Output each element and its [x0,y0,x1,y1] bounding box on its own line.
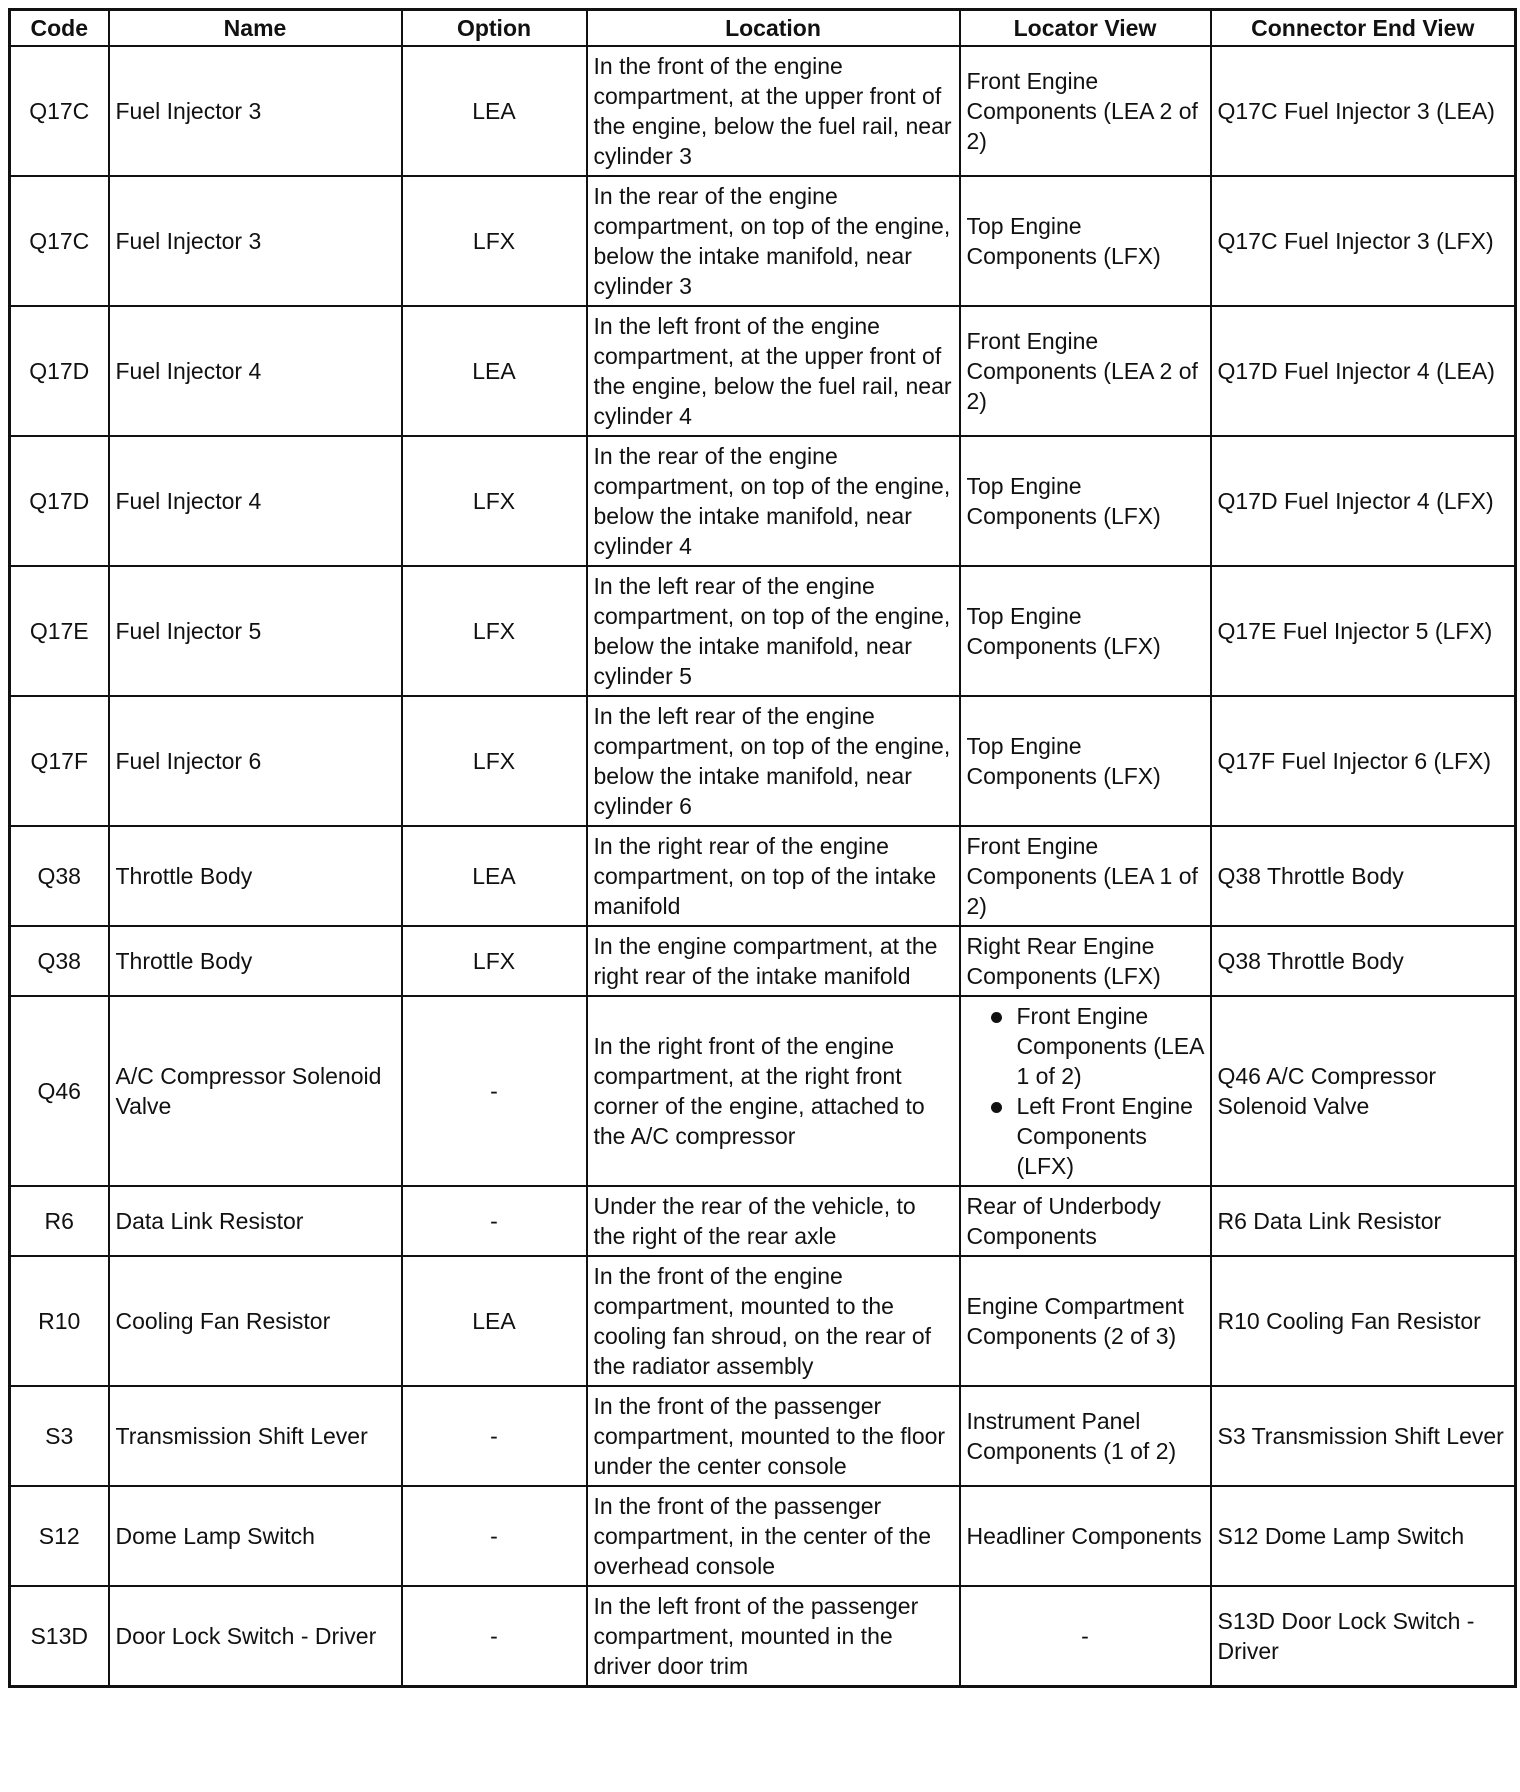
cell-code: Q17D [10,436,109,566]
table-row [10,1586,1516,1687]
cell-name: Door Lock Switch - Driver [109,1586,402,1687]
component-locator-table [8,8,1517,1688]
cell-location: In the front of the passenger compartment, mounted to the floor under the center console [587,1386,960,1486]
cell-name: Fuel Injector 6 [109,696,402,826]
cell-name: Data Link Resistor [109,1186,402,1256]
table-row [10,46,1516,176]
cell-locator-view: Top Engine Components (LFX) [960,436,1211,566]
cell-locator-view: Front Engine Components (LEA 2 of 2) [960,46,1211,176]
cell-location: In the engine compartment, at the right rear of the intake manifold [587,926,960,996]
table-row [10,1186,1516,1256]
cell-connector-end-view: Q17C Fuel Injector 3 (LFX) [1211,176,1516,306]
cell-name: Throttle Body [109,826,402,926]
cell-connector-end-view: R10 Cooling Fan Resistor [1211,1256,1516,1386]
cell-locator-view: Top Engine Components (LFX) [960,566,1211,696]
cell-option: LEA [402,46,587,176]
table-row [10,1486,1516,1586]
table-row [10,926,1516,996]
table-row [10,1386,1516,1486]
cell-name: Fuel Injector 4 [109,436,402,566]
cell-code: Q17D [10,306,109,436]
cell-connector-end-view: Q17D Fuel Injector 4 (LFX) [1211,436,1516,566]
cell-connector-end-view: Q17F Fuel Injector 6 (LFX) [1211,696,1516,826]
cell-location: In the rear of the engine compartment, on top of the engine, below the intake manifold, near cylinder 3 [587,176,960,306]
cell-connector-end-view: Q17D Fuel Injector 4 (LEA) [1211,306,1516,436]
cell-locator-view: Top Engine Components (LFX) [960,176,1211,306]
cell-option: LEA [402,306,587,436]
cell-locator-view [960,996,1211,1186]
cell-location: In the left front of the passenger compartment, mounted in the driver door trim [587,1586,960,1687]
cell-locator-view: - [960,1586,1211,1687]
cell-name: Fuel Injector 4 [109,306,402,436]
cell-option: LFX [402,436,587,566]
cell-code: Q17F [10,696,109,826]
cell-location: In the front of the passenger compartment, in the center of the overhead console [587,1486,960,1586]
cell-name: Fuel Injector 3 [109,46,402,176]
table-row [10,1256,1516,1386]
cell-code: Q38 [10,926,109,996]
cell-location: In the left rear of the engine compartment, on top of the engine, below the intake manifold, near cylinder 5 [587,566,960,696]
table-row [10,566,1516,696]
cell-connector-end-view: Q17C Fuel Injector 3 (LEA) [1211,46,1516,176]
cell-connector-end-view: Q38 Throttle Body [1211,826,1516,926]
cell-connector-end-view: Q46 A/C Compressor Solenoid Valve [1211,996,1516,1186]
cell-code: R6 [10,1186,109,1256]
header-row [10,10,1516,47]
cell-option: - [402,1586,587,1687]
cell-connector-end-view: S12 Dome Lamp Switch [1211,1486,1516,1586]
header-locator-view: Locator View [960,10,1211,47]
cell-connector-end-view: R6 Data Link Resistor [1211,1186,1516,1256]
cell-connector-end-view: S13D Door Lock Switch - Driver [1211,1586,1516,1687]
cell-code: S12 [10,1486,109,1586]
header-connector-end-view: Connector End View [1211,10,1516,47]
header-location: Location [587,10,960,47]
header-code: Code [10,10,109,47]
cell-name: Fuel Injector 3 [109,176,402,306]
cell-option: LFX [402,566,587,696]
table-body [10,46,1516,1687]
cell-name: Fuel Injector 5 [109,566,402,696]
cell-option: - [402,996,587,1186]
cell-option: LFX [402,926,587,996]
cell-code: S3 [10,1386,109,1486]
cell-code: Q17C [10,46,109,176]
cell-connector-end-view: Q38 Throttle Body [1211,926,1516,996]
cell-option: LFX [402,696,587,826]
cell-location: In the front of the engine compartment, mounted to the cooling fan shroud, on the rear of the radiator assembly [587,1256,960,1386]
locator-view-list [967,1001,1204,1181]
table-row [10,696,1516,826]
cell-location: In the right front of the engine compartment, at the right front corner of the engine, attached to the A/C compressor [587,996,960,1186]
cell-locator-view: Front Engine Components (LEA 1 of 2) [960,826,1211,926]
cell-locator-view: Instrument Panel Components (1 of 2) [960,1386,1211,1486]
table-row [10,306,1516,436]
table-row [10,996,1516,1186]
cell-name: Cooling Fan Resistor [109,1256,402,1386]
cell-locator-view: Front Engine Components (LEA 2 of 2) [960,306,1211,436]
header-option: Option [402,10,587,47]
cell-locator-view: Headliner Components [960,1486,1211,1586]
cell-name: A/C Compressor Solenoid Valve [109,996,402,1186]
cell-location: In the left front of the engine compartment, at the upper front of the engine, below the fuel rail, near cylinder 4 [587,306,960,436]
cell-connector-end-view: S3 Transmission Shift Lever [1211,1386,1516,1486]
cell-name: Dome Lamp Switch [109,1486,402,1586]
cell-location: In the rear of the engine compartment, on top of the engine, below the intake manifold, near cylinder 4 [587,436,960,566]
table-row [10,436,1516,566]
table-row [10,176,1516,306]
cell-location: In the left rear of the engine compartment, on top of the engine, below the intake manifold, near cylinder 6 [587,696,960,826]
cell-code: Q17E [10,566,109,696]
cell-location: In the front of the engine compartment, at the upper front of the engine, below the fuel rail, near cylinder 3 [587,46,960,176]
cell-option: - [402,1386,587,1486]
cell-code: Q17C [10,176,109,306]
cell-code: Q46 [10,996,109,1186]
cell-location: In the right rear of the engine compartment, on top of the intake manifold [587,826,960,926]
cell-code: S13D [10,1586,109,1687]
locator-view-item: Left Front Engine Components (LFX) [991,1091,1204,1181]
table-row [10,826,1516,926]
cell-connector-end-view: Q17E Fuel Injector 5 (LFX) [1211,566,1516,696]
cell-option: - [402,1186,587,1256]
locator-view-item: Front Engine Components (LEA 1 of 2) [991,1001,1204,1091]
cell-locator-view: Rear of Underbody Components [960,1186,1211,1256]
cell-location: Under the rear of the vehicle, to the right of the rear axle [587,1186,960,1256]
cell-code: Q38 [10,826,109,926]
cell-locator-view: Top Engine Components (LFX) [960,696,1211,826]
cell-name: Transmission Shift Lever [109,1386,402,1486]
cell-option: LFX [402,176,587,306]
cell-locator-view: Engine Compartment Components (2 of 3) [960,1256,1211,1386]
cell-name: Throttle Body [109,926,402,996]
cell-code: R10 [10,1256,109,1386]
cell-option: - [402,1486,587,1586]
cell-option: LEA [402,1256,587,1386]
cell-locator-view: Right Rear Engine Components (LFX) [960,926,1211,996]
header-name: Name [109,10,402,47]
cell-option: LEA [402,826,587,926]
